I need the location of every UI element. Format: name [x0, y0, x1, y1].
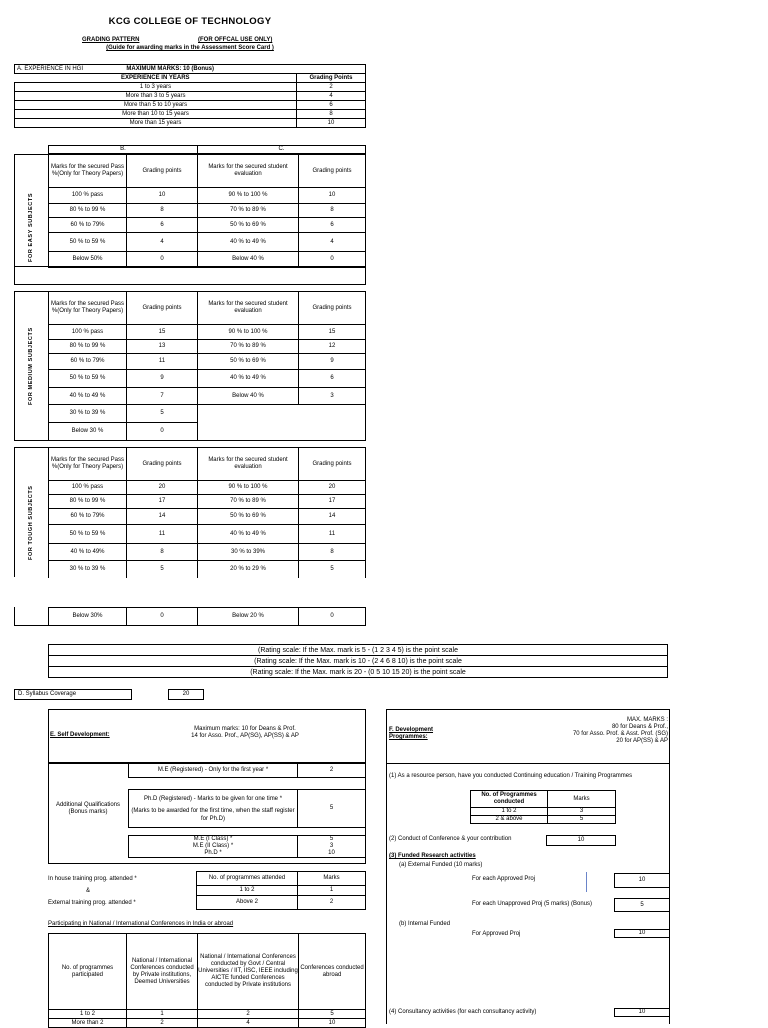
q2-value: 10 — [546, 835, 616, 846]
table-cell: 6 — [297, 101, 366, 110]
table-row: More than 10 to 15 years — [15, 110, 297, 119]
table-cell: 1 to 2 — [197, 886, 298, 896]
int-approved-value: 10 — [614, 929, 670, 938]
tough-table — [48, 447, 366, 578]
inhouse-label: In house training prog. attended * — [48, 876, 137, 882]
table-cell: 2 & above — [471, 816, 548, 824]
dev-programmes-title: F. Development Programmes: — [389, 727, 434, 740]
table-cell: 3 — [299, 388, 366, 405]
guide-label: (Guide for awarding marks in the Assessment Score Card ) — [106, 45, 274, 51]
table-cell: Below 30 % — [49, 423, 127, 441]
table-cell: 8 — [299, 544, 366, 561]
grading-header: Grading points — [127, 448, 198, 481]
medium-subjects-label: FOR MEDIUM SUBJECTS — [28, 327, 34, 405]
table-cell: 30 % to 39 % — [49, 405, 127, 423]
table-cell: 1 — [298, 886, 366, 896]
table-cell: 2 — [297, 83, 366, 92]
prog-conducted-header: No. of Programmes conducted — [471, 791, 548, 808]
approved-value: 10 — [614, 873, 670, 888]
table-cell: 40 % to 49 % — [198, 370, 299, 388]
degree-me-i: M.E (I Class) * — [129, 836, 298, 844]
table-cell: 8 — [127, 204, 198, 218]
table-cell: 11 — [299, 525, 366, 544]
table-cell: 0 — [127, 608, 198, 626]
table-cell: 2 — [127, 1019, 198, 1028]
table-cell: 100 % pass — [49, 325, 127, 340]
table-cell: 20 % to 29 % — [198, 561, 299, 578]
table-cell: 17 — [127, 495, 198, 509]
table-cell: 9 — [127, 370, 198, 388]
rating-scale-5: (Rating scale: If the Max. mark is 5 - (1 2 3 4 5) is the point scale — [49, 645, 668, 656]
table-cell: 5 — [127, 561, 198, 578]
bc-header — [48, 145, 366, 154]
grading-points-header: Grading Points — [297, 74, 366, 83]
table-cell: Below 50% — [49, 252, 127, 268]
tough-last-row — [48, 607, 366, 626]
external-label: External training prog. attended * — [48, 900, 136, 906]
table-cell: 13 — [127, 340, 198, 354]
evaluation-header: Marks for the secured student evaluation — [198, 292, 299, 325]
q4-label: (4) Consultancy activities (for each consultancy activity) — [389, 1009, 537, 1015]
table-cell: 7 — [127, 388, 198, 405]
section-b-label: B. — [49, 146, 198, 154]
table-cell: 50 % to 59 % — [49, 525, 127, 544]
rating-scale-10: (Rating scale: If the Max. mark is 10 - (2 4 6 8 10) is the point scale — [49, 656, 668, 667]
table-cell: 0 — [299, 608, 366, 626]
easy-subjects-label: FOR EASY SUBJECTS — [28, 192, 34, 262]
degree-phd: Ph.D * — [129, 850, 298, 858]
self-dev-title: E. Self Development: — [50, 732, 110, 738]
prog-conducted-table — [470, 790, 616, 824]
table-cell: 5 — [548, 816, 616, 824]
table-cell: 30 % to 39% — [198, 544, 299, 561]
table-cell: 90 % to 100 % — [198, 481, 299, 495]
table-cell: 10 — [299, 188, 366, 204]
evaluation-header: Marks for the secured student evaluation — [198, 448, 299, 481]
table-cell: 1 — [127, 1010, 198, 1019]
rating-scale-20: (Rating scale: If the Max. mark is 20 - (0 5 10 15 20) is the point scale — [49, 667, 668, 678]
table-cell: 50 % to 69 % — [198, 354, 299, 370]
table-cell: Below 30% — [49, 608, 127, 626]
evaluation-header: Marks for the secured student evaluation — [198, 155, 299, 188]
table-cell: 11 — [127, 525, 198, 544]
conferences-title: Participating in National / International Conferences in India or abroad — [48, 921, 234, 927]
table-cell: 40 % to 49% — [49, 544, 127, 561]
q3-label: (3) Funded Research activities — [389, 853, 476, 859]
conferences-table — [48, 933, 366, 1028]
experience-header: EXPERIENCE IN YEARS — [15, 74, 297, 83]
table-cell: 70 % to 89 % — [198, 340, 299, 354]
self-dev-max: Maximum marks: 10 for Deans & Prof. 14 for Asso. Prof., AP(SG), AP(SS) & AP — [191, 726, 299, 739]
degrees-table — [128, 835, 366, 858]
table-cell: 4 — [299, 233, 366, 252]
conf-participated-header: No. of programmes participated — [49, 934, 127, 1010]
syllabus-label: D. Syllabus Coverage — [15, 690, 132, 700]
pass-header: Marks for the secured Pass %(Only for Theory Papers) — [49, 155, 127, 188]
prog-attended-header: No. of programmes attended — [197, 872, 298, 886]
table-cell: 70 % to 89 % — [198, 495, 299, 509]
table-cell: 15 — [127, 325, 198, 340]
table-cell: 0 — [299, 252, 366, 268]
degree-phd-val: 10 — [298, 850, 366, 858]
table-cell: 90 % to 100 % — [198, 325, 299, 340]
phd-reg-label: Ph.D (Registered) - Marks to be given for one time * — [143, 795, 283, 802]
table-cell: 8 — [297, 110, 366, 119]
table-cell: 4 — [127, 233, 198, 252]
approved-label: For each Approved Proj — [472, 876, 536, 882]
table-cell: 1 to 2 — [49, 1010, 127, 1019]
table-cell: 14 — [127, 509, 198, 525]
table-cell: 60 % to 79% — [49, 509, 127, 525]
rating-scale-table — [48, 644, 668, 678]
table-cell: 100 % pass — [49, 481, 127, 495]
table-cell: 90 % to 100 % — [198, 188, 299, 204]
int-approved-label: For Approved Proj — [472, 931, 521, 937]
degree-me-ii-val: 3 — [298, 843, 366, 850]
table-cell: 40 % to 49 % — [198, 233, 299, 252]
table-cell: 50 % to 59 % — [49, 370, 127, 388]
table-cell: 80 % to 99 % — [49, 340, 127, 354]
table-cell: 0 — [127, 423, 198, 441]
table-cell: 6 — [299, 370, 366, 388]
table-cell: 80 % to 99 % — [49, 495, 127, 509]
table-cell: 8 — [127, 544, 198, 561]
syllabus-coverage — [14, 689, 204, 700]
easy-table — [48, 154, 366, 268]
table-cell: 10 — [127, 188, 198, 204]
table-cell: 17 — [299, 495, 366, 509]
table-cell: Below 40 % — [198, 388, 299, 405]
pass-header: Marks for the secured Pass %(Only for Theory Papers) — [49, 448, 127, 481]
table-cell: 9 — [299, 354, 366, 370]
unapproved-value: 5 — [614, 898, 670, 912]
table-cell: 4 — [198, 1019, 299, 1028]
table-cell: 20 — [299, 481, 366, 495]
grading-header: Grading points — [299, 292, 366, 325]
section-a-label: A. EXPERIENCE IN HGI — [17, 65, 84, 72]
conf-private-header: National / International Conferences conducted by Private institutions, Deemed Universities — [127, 934, 198, 1010]
conf-govt-header: National / International Conferences conducted by Govt / Central Universities / IIT, IISC, IEEE including AICTE funded Conferences conducted by Private institutions — [198, 934, 299, 1010]
table-row: More than 15 years — [15, 119, 297, 128]
section-a-max: MAXIMUM MARKS: 10 (Bonus) — [126, 65, 215, 72]
table-cell: Above 2 — [197, 896, 298, 910]
q1-label: (1) As a resource person, have you conducted Continuing education / Training Programmes — [389, 773, 633, 779]
amp-label: & — [86, 888, 91, 894]
q3b-label: (b) Internal Funded — [399, 921, 451, 927]
table-cell: 3 — [548, 808, 616, 816]
degree-me-i-val: 5 — [298, 836, 366, 844]
additional-qual-label: Additional Qualifications (Bonus marks) — [55, 802, 121, 815]
table-row: More than 3 to 5 years — [15, 92, 297, 101]
page-title: KCG COLLEGE OF TECHNOLOGY — [108, 16, 272, 27]
table-cell: 10 — [299, 1019, 366, 1028]
table-cell: 4 — [297, 92, 366, 101]
table-row: 1 to 3 years — [15, 83, 297, 92]
experience-table — [14, 64, 366, 128]
table-cell: 40 % to 49 % — [198, 525, 299, 544]
table-cell: 70 % to 89 % — [198, 204, 299, 218]
q2-label: (2) Conduct of Conference & your contribution — [389, 836, 512, 842]
table-cell: 40 % to 49 % — [49, 388, 127, 405]
table-cell: 60 % to 79% — [49, 218, 127, 233]
table-cell: 30 % to 39 % — [49, 561, 127, 578]
official-use-label: (FOR OFFCAL USE ONLY) — [198, 37, 273, 43]
phd-reg-table — [128, 789, 366, 828]
marks-header: Marks — [298, 872, 366, 886]
table-cell: 2 — [198, 1010, 299, 1019]
table-cell: 0 — [127, 252, 198, 268]
table-cell: 50 % to 69 % — [198, 509, 299, 525]
grading-header: Grading points — [127, 155, 198, 188]
medium-table — [48, 291, 366, 441]
table-cell: 10 — [297, 119, 366, 128]
table-row: More than 5 to 10 years — [15, 101, 297, 110]
me-reg-value: 2 — [298, 764, 366, 778]
phd-reg-value: 5 — [298, 790, 366, 828]
tough-subjects-label: FOR TOUGH SUBJECTS — [28, 485, 34, 560]
table-cell: 6 — [127, 218, 198, 233]
table-cell: 50 % to 69 % — [198, 218, 299, 233]
table-cell: More than 2 — [49, 1019, 127, 1028]
phd-reg-note: (Marks to be awarded for the first time, when the staff register for Ph.D) — [131, 807, 295, 822]
pass-header: Marks for the secured Pass %(Only for Theory Papers) — [49, 292, 127, 325]
table-cell: 5 — [127, 405, 198, 423]
table-cell: 11 — [127, 354, 198, 370]
table-cell: 100 % pass — [49, 188, 127, 204]
unapproved-label: For each Unapproved Proj (5 marks) (Bonus) — [472, 901, 593, 907]
section-c-label: C. — [198, 146, 366, 154]
syllabus-value: 20 — [169, 690, 204, 700]
q3a-label: (a) External Funded (10 marks) — [399, 862, 483, 868]
q4-value: 10 — [614, 1008, 670, 1017]
table-cell: 60 % to 79% — [49, 354, 127, 370]
table-cell: 50 % to 59 % — [49, 233, 127, 252]
table-cell: 5 — [299, 561, 366, 578]
me-reg-table — [128, 763, 366, 778]
table-cell: 12 — [299, 340, 366, 354]
marks-header: Marks — [548, 791, 616, 808]
table-cell: 8 — [299, 204, 366, 218]
training-table — [196, 871, 366, 910]
grading-header: Grading points — [299, 448, 366, 481]
table-cell: 80 % to 99 % — [49, 204, 127, 218]
table-cell: 14 — [299, 509, 366, 525]
grading-header: Grading points — [127, 292, 198, 325]
dev-programmes-max: MAX. MARKS : 80 for Deans & Prof., 70 for Asso. Prof. & Asst. Prof. (SG) 20 for AP(SS) & AP — [572, 717, 668, 744]
conf-abroad-header: Conferences conducted abroad — [299, 934, 366, 1010]
table-cell: 6 — [299, 218, 366, 233]
grading-pattern-label: GRADING PATTERN — [82, 37, 140, 43]
degree-me-ii: M.E (II Class) * — [129, 843, 298, 850]
table-cell: 2 — [298, 896, 366, 910]
table-cell: 20 — [127, 481, 198, 495]
table-cell: 15 — [299, 325, 366, 340]
table-cell: 5 — [299, 1010, 366, 1019]
me-reg-label: M.E (Registered) - Only for the first year * — [129, 764, 298, 778]
table-cell: Below 40 % — [198, 252, 299, 268]
grading-header: Grading points — [299, 155, 366, 188]
table-cell: Below 20 % — [198, 608, 299, 626]
table-cell: 1 to 2 — [471, 808, 548, 816]
